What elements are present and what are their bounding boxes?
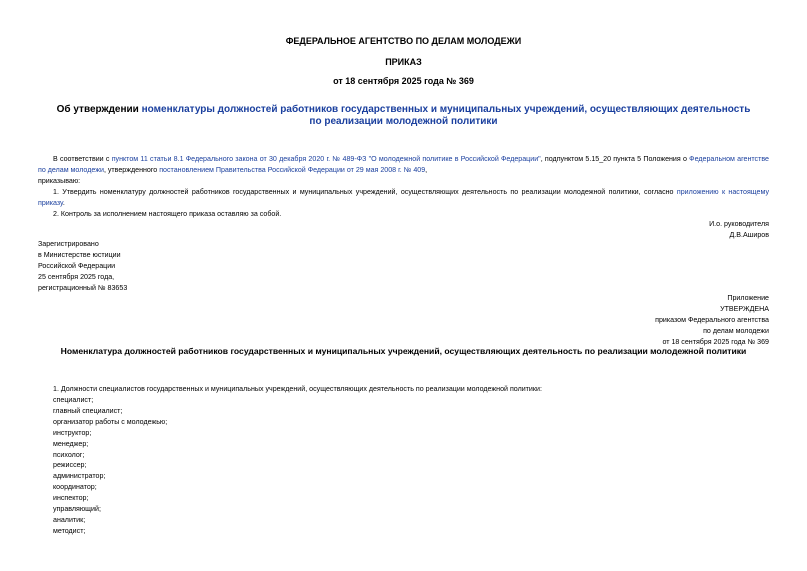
appendix-approved: УТВЕРЖДЕНА xyxy=(720,304,769,313)
list-item: методист; xyxy=(53,526,86,535)
list-item: менеджер; xyxy=(53,439,89,448)
list-item: специалист; xyxy=(53,396,94,404)
order-item-1-text: 1. Утвердить номенклатуру должностей работников государственных и муниципальных учреждений, осуществляющих деятельность по реализации молодежной политики, согласно xyxy=(53,188,677,196)
document-date-number: от 18 сентября 2025 года № 369 xyxy=(333,76,474,86)
government-decree-link[interactable]: постановлением Правительства Российской Федерации от 29 мая 2008 г. № 409 xyxy=(159,165,426,174)
order-item-2: 2. Контроль за исполнением настоящего приказа оставляю за собой. xyxy=(53,210,282,218)
appendix-line: приказом Федерального агентства xyxy=(655,315,769,324)
preamble-text: , подпунктом 5.15_20 пункта 5 Положения о xyxy=(540,155,690,163)
list-item: аналитик; xyxy=(53,515,86,524)
law-link[interactable]: пунктом 11 статьи 8.1 Федерального закона от 30 декабря 2020 г. № 489-ФЗ "О молодежной политике в Российской Федерации" xyxy=(111,155,541,163)
registration-line: Российской Федерации xyxy=(38,261,116,270)
list-item: инспектор; xyxy=(53,494,89,503)
nomenclature-title: Номенклатура должностей работников государственных и муниципальных учреждений, осуществляющих деятельность по реализации молодежной политики xyxy=(60,346,747,356)
registration-block xyxy=(38,239,127,294)
preamble-text: , утвержденного xyxy=(103,165,160,174)
appendix-block xyxy=(655,293,769,348)
agency-regulation-link[interactable]: Федеральном агентстве по делам молодежи xyxy=(38,155,769,174)
section-1-heading: 1. Должности специалистов государственных и муниципальных учреждений, осуществляющих деятельность по реализации молодежной политики: xyxy=(53,385,542,393)
preamble-text: В соответствии с xyxy=(53,155,112,163)
document-type: ПРИКАЗ xyxy=(385,57,422,67)
signature-position: И.о. руководителя xyxy=(709,220,769,228)
appendix-label: Приложение xyxy=(727,294,769,302)
list-item: главный специалист; xyxy=(53,406,123,415)
positions-list xyxy=(53,395,167,537)
appendix-line: по делам молодежи xyxy=(703,326,769,335)
order-item-1-text: . xyxy=(62,198,65,207)
list-item: администратор; xyxy=(53,472,106,481)
list-item: координатор; xyxy=(53,483,97,492)
registration-line: 25 сентября 2025 года, xyxy=(38,272,115,281)
registration-line: Зарегистрировано xyxy=(38,240,99,248)
list-item: инструктор; xyxy=(53,428,92,437)
list-item: режиссер; xyxy=(53,461,87,470)
appendix-link[interactable]: приложению к настоящему приказу xyxy=(38,188,769,207)
document-title xyxy=(50,104,757,128)
orders-word: приказываю: xyxy=(38,177,81,185)
registration-line: регистрационный № 83653 xyxy=(38,283,128,292)
title-link[interactable]: номенклатуры должностей работников государственных и муниципальных учреждений, осуществляющих деятельность по реализации молодежной политики xyxy=(141,104,751,127)
preamble-text: , xyxy=(425,165,428,174)
appendix-line: от 18 сентября 2025 года № 369 xyxy=(662,337,769,346)
preamble-paragraph xyxy=(38,154,769,176)
list-item: организатор работы с молодежью; xyxy=(53,417,168,426)
list-item: психолог; xyxy=(53,450,85,459)
agency-name: ФЕДЕРАЛЬНОЕ АГЕНТСТВО ПО ДЕЛАМ МОЛОДЕЖИ xyxy=(285,36,522,46)
order-item-1 xyxy=(38,187,769,209)
signature-name: Д.В.Аширов xyxy=(729,231,769,239)
list-item: управляющий; xyxy=(53,505,101,514)
registration-line: в Министерстве юстиции xyxy=(38,250,121,259)
title-prefix: Об утверждении xyxy=(56,104,142,115)
